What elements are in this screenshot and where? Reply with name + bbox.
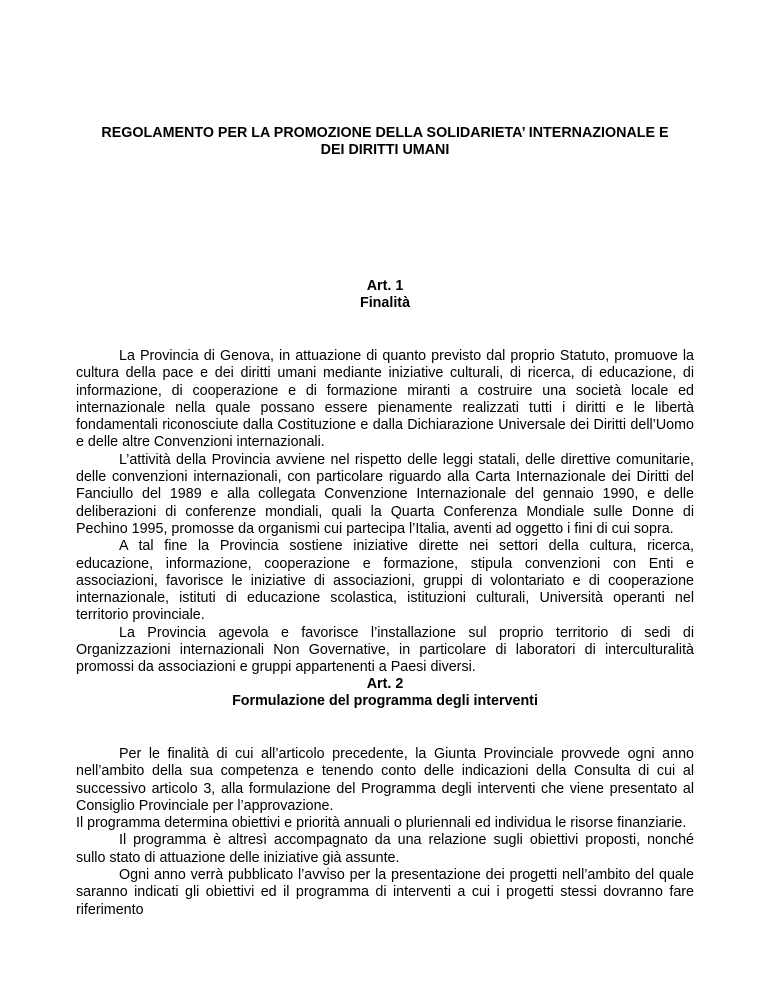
article-2-number: Art. 2 bbox=[366, 676, 404, 692]
article-1-heading bbox=[76, 278, 694, 313]
article-2-title: Formulazione del programma degli interventi bbox=[232, 693, 538, 710]
article-2-paragraph-1: Per le finalità di cui all’articolo precedente, la Giunta Provinciale provvede ogni anno nell’ambito della sua competenza e tenendo conto delle indicazioni della Consulta di cui al successivo articolo 3, alla formulazione del Programma degli interventi che viene presentato al Consiglio Provinciale per l’approvazione. bbox=[76, 746, 694, 814]
article-1-paragraph-1: La Provincia di Genova, in attuazione di quanto previsto dal proprio Statuto, promuove la cultura della pace e dei diritti umani mediante iniziative culturali, di ricerca, di educazione, di informazione, di cooperazione e di formazione miranti a costruire una società locale ed internazionale nella quale possano essere pienamente realizzati tutti i diritti e le libertà fondamentali riconosciute dalla Costituzione e dalla Dichiarazione Universale dei Diritti dell’Uomo e delle altre Convenzioni internazionali. bbox=[76, 348, 694, 451]
article-1-title: Finalità bbox=[359, 295, 411, 312]
article-1-body bbox=[76, 348, 694, 677]
article-1-paragraph-4: La Provincia agevola e favorisce l’installazione sul proprio territorio di sedi di Organizzazioni internazionali Non Governative, in particolare di laboratori di interculturalità promossi da associazioni e gruppi appartenenti a Paesi diversi. bbox=[76, 624, 694, 676]
article-1-number: Art. 1 bbox=[366, 278, 404, 294]
document-title bbox=[76, 125, 694, 160]
article-2-paragraph-3: Il programma è altresì accompagnato da una relazione sugli obiettivi proposti, nonché sullo stato di attuazione delle iniziative già assunte. bbox=[76, 832, 694, 866]
article-1-paragraph-2: L’attività della Provincia avviene nel rispetto delle leggi statali, delle direttive comunitarie, delle convenzioni internazionali, con particolare riguardo alla Carta Internazionale dei Diritti del Fanciullo del 1989 e alla collegata Convenzione Internazionale del gennaio 1990, e delle deliberazioni di conferenze mondiali, quali la Quarta Conferenza Mondiale sulle Donne di Pechino 1995, promosse da organismi cui partecipa l’Italia, aventi ad oggetto i fini di cui sopra. bbox=[76, 451, 694, 537]
article-1-paragraph-3: A tal fine la Provincia sostiene iniziative dirette nei settori della cultura, ricerca, educazione, informazione, cooperazione e formazione, stipula convenzioni con Enti e associazioni, favorisce le iniziative di associazioni, gruppi di volontariato e di cooperazione internazionale, istituti di educazione scolastica, istituzioni culturali, Università operanti nel territorio provinciale. bbox=[76, 538, 694, 624]
title-line-2: DEI DIRITTI UMANI bbox=[320, 142, 450, 159]
title-line-1: REGOLAMENTO PER LA PROMOZIONE DELLA SOLIDARIETA’ INTERNAZIONALE E bbox=[101, 125, 669, 141]
article-2-paragraph-4: Ogni anno verrà pubblicato l’avviso per la presentazione dei progetti nell’ambito del quale saranno indicati gli obiettivi ed il programma di interventi a cui i progetti stessi dovranno fare riferimento bbox=[76, 867, 694, 918]
article-2-heading bbox=[76, 676, 694, 711]
article-2-body bbox=[76, 746, 694, 919]
article-2-paragraph-2: Il programma determina obiettivi e priorità annuali o pluriennali ed individua le risorse finanziarie. bbox=[76, 815, 687, 832]
